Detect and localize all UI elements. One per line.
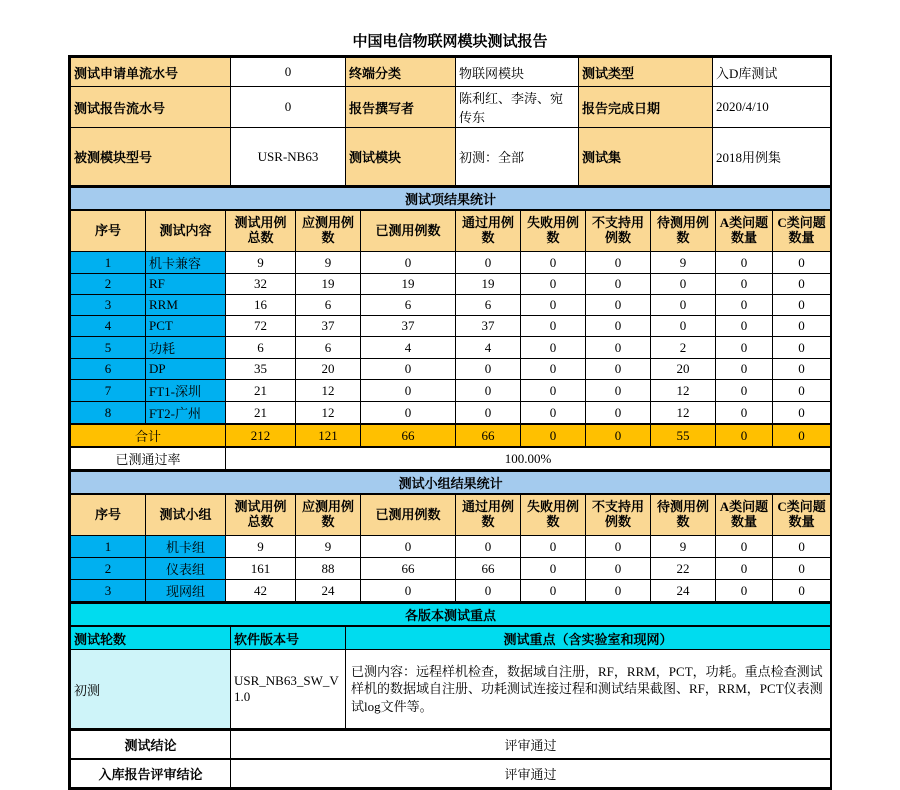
info-label: 被测模块型号 — [71, 128, 231, 186]
value-cell: 0 — [456, 402, 521, 425]
info-value: 0 — [231, 87, 346, 128]
table-row — [71, 580, 831, 602]
value-cell: 0 — [716, 580, 773, 602]
value-cell: 0 — [521, 536, 586, 558]
info-value: 物联网模块 — [456, 58, 579, 87]
value-cell: 12 — [651, 402, 716, 425]
table-row — [71, 295, 831, 316]
value-cell: 0 — [716, 558, 773, 580]
value-cell: 37 — [361, 316, 456, 337]
value-cell: 6 — [296, 295, 361, 316]
table-row — [71, 380, 831, 402]
table-row — [71, 274, 831, 295]
value-cell: 24 — [651, 580, 716, 602]
value-cell: 0 — [361, 380, 456, 402]
value-cell: 0 — [456, 380, 521, 402]
row-label: FT1-深圳 — [146, 380, 226, 402]
value-cell: 0 — [586, 274, 651, 295]
value-cell: 19 — [456, 274, 521, 295]
column-header: C类问题数量 — [773, 210, 831, 252]
info-label: 测试类型 — [579, 58, 713, 87]
db-review-value: 评审通过 — [231, 759, 831, 788]
column-header: 测试用例总数 — [226, 210, 296, 252]
column-header: 不支持用例数 — [586, 210, 651, 252]
value-cell: 0 — [521, 580, 586, 602]
value-cell: 12 — [296, 380, 361, 402]
column-header: 失败用例数 — [521, 494, 586, 536]
column-header: 已测用例数 — [361, 210, 456, 252]
value-cell: 88 — [296, 558, 361, 580]
value-cell: 0 — [456, 252, 521, 274]
value-cell: 0 — [773, 536, 831, 558]
value-cell: 4 — [361, 337, 456, 359]
section-banner — [71, 603, 831, 626]
total-cell: 0 — [773, 424, 831, 447]
value-cell: 6 — [226, 337, 296, 359]
column-header: 软件版本号 — [231, 626, 346, 650]
value-cell: 9 — [296, 252, 361, 274]
value-cell: 0 — [521, 274, 586, 295]
value-cell: 37 — [296, 316, 361, 337]
value-cell: 0 — [773, 580, 831, 602]
info-value: 入D库测试 — [713, 58, 831, 87]
table-row — [71, 252, 831, 274]
info-label: 测试集 — [579, 128, 713, 186]
value-cell: 0 — [586, 580, 651, 602]
value-cell: 0 — [716, 274, 773, 295]
row-label: 现网组 — [146, 580, 226, 602]
focus-table — [70, 602, 831, 729]
value-cell: 0 — [361, 252, 456, 274]
value-cell: 0 — [586, 380, 651, 402]
value-cell: 0 — [586, 558, 651, 580]
column-header: A类问题数量 — [716, 494, 773, 536]
conclusion-value: 评审通过 — [231, 730, 831, 759]
value-cell: 2 — [651, 337, 716, 359]
info-value: 0 — [231, 58, 346, 87]
value-cell: 37 — [456, 316, 521, 337]
value-cell: 0 — [586, 252, 651, 274]
total-cell: 66 — [361, 424, 456, 447]
value-cell: 0 — [456, 536, 521, 558]
value-cell: 6 — [456, 295, 521, 316]
column-header: 失败用例数 — [521, 210, 586, 252]
section-banner — [71, 187, 831, 210]
column-header: 待测用例数 — [651, 210, 716, 252]
section-banner-label: 测试小组结果统计 — [71, 471, 831, 494]
value-cell: 0 — [521, 337, 586, 359]
focus-detail: 已测内容：远程样机检查，数据域自注册，RF，RRM，PCT，功耗。重点检查测试样机的数据域自注册、功耗测试连接过程和测试结果截图、RF，RRM，PCT仪表测试log文件等。 — [346, 650, 831, 729]
total-cell: 66 — [456, 424, 521, 447]
value-cell: 6 — [361, 295, 456, 316]
value-cell: 0 — [586, 359, 651, 380]
column-header: 测试重点（含实验室和现网） — [346, 626, 831, 650]
value-cell: 0 — [361, 580, 456, 602]
value-cell: 16 — [226, 295, 296, 316]
value-cell: 0 — [521, 558, 586, 580]
value-cell: 0 — [521, 380, 586, 402]
table-row — [71, 402, 831, 425]
value-cell: 0 — [773, 558, 831, 580]
total-cell: 0 — [716, 424, 773, 447]
value-cell: 0 — [651, 274, 716, 295]
row-label: DP — [146, 359, 226, 380]
total-row — [71, 424, 831, 447]
value-cell: 0 — [716, 402, 773, 425]
row-number: 1 — [71, 536, 146, 558]
row-label: 功耗 — [146, 337, 226, 359]
column-header: 测试小组 — [146, 494, 226, 536]
value-cell: 0 — [521, 316, 586, 337]
info-label: 测试申请单流水号 — [71, 58, 231, 87]
conclusion-table — [70, 729, 831, 788]
value-cell: 9 — [226, 252, 296, 274]
info-row — [71, 58, 831, 87]
total-cell: 212 — [226, 424, 296, 447]
value-cell: 35 — [226, 359, 296, 380]
row-number: 1 — [71, 252, 146, 274]
value-cell: 21 — [226, 402, 296, 425]
row-label: RF — [146, 274, 226, 295]
value-cell: 0 — [773, 337, 831, 359]
value-cell: 0 — [521, 359, 586, 380]
column-header: 已测用例数 — [361, 494, 456, 536]
info-row — [71, 128, 831, 186]
total-cell: 0 — [586, 424, 651, 447]
value-cell: 0 — [586, 337, 651, 359]
value-cell: 0 — [716, 359, 773, 380]
info-value: 初测：全部 — [456, 128, 579, 186]
column-header: C类问题数量 — [773, 494, 831, 536]
value-cell: 0 — [521, 252, 586, 274]
row-label: 仪表组 — [146, 558, 226, 580]
value-cell: 9 — [651, 536, 716, 558]
value-cell: 9 — [651, 252, 716, 274]
row-number: 2 — [71, 558, 146, 580]
pass-rate-row — [71, 447, 831, 470]
stats-table — [70, 186, 831, 470]
row-number: 3 — [71, 580, 146, 602]
db-review-label: 入库报告评审结论 — [71, 759, 231, 788]
pass-rate-value: 100.00% — [226, 447, 831, 470]
value-cell: 0 — [651, 316, 716, 337]
info-label: 报告完成日期 — [579, 87, 713, 128]
value-cell: 21 — [226, 380, 296, 402]
row-label: 机卡兼容 — [146, 252, 226, 274]
focus-content-row — [71, 650, 831, 729]
conclusion-row — [71, 730, 831, 759]
value-cell: 0 — [456, 359, 521, 380]
section-banner-label: 测试项结果统计 — [71, 187, 831, 210]
value-cell: 6 — [296, 337, 361, 359]
value-cell: 0 — [361, 402, 456, 425]
info-value: 2018用例集 — [713, 128, 831, 186]
groups-table — [70, 470, 831, 602]
row-label: 机卡组 — [146, 536, 226, 558]
info-label: 终端分类 — [346, 58, 456, 87]
column-header: 测试内容 — [146, 210, 226, 252]
row-label: PCT — [146, 316, 226, 337]
column-header: 通过用例数 — [456, 494, 521, 536]
column-header: 测试轮数 — [71, 626, 231, 650]
info-label: 测试报告流水号 — [71, 87, 231, 128]
software-version: USR_NB63_SW_V1.0 — [231, 650, 346, 729]
value-cell: 0 — [586, 316, 651, 337]
value-cell: 0 — [773, 380, 831, 402]
value-cell: 0 — [586, 536, 651, 558]
row-label: RRM — [146, 295, 226, 316]
table-row — [71, 316, 831, 337]
value-cell: 0 — [716, 316, 773, 337]
info-row — [71, 87, 831, 128]
value-cell: 12 — [296, 402, 361, 425]
row-number: 3 — [71, 295, 146, 316]
test-round: 初测 — [71, 650, 231, 729]
column-header: A类问题数量 — [716, 210, 773, 252]
table-row — [71, 558, 831, 580]
value-cell: 72 — [226, 316, 296, 337]
info-grid — [70, 57, 831, 186]
column-header: 应测用例数 — [296, 210, 361, 252]
row-number: 4 — [71, 316, 146, 337]
total-cell: 0 — [521, 424, 586, 447]
value-cell: 0 — [361, 359, 456, 380]
section-banner-label: 各版本测试重点 — [71, 603, 831, 626]
pass-rate-label: 已测通过率 — [71, 447, 226, 470]
value-cell: 0 — [716, 295, 773, 316]
value-cell: 0 — [361, 536, 456, 558]
value-cell: 4 — [456, 337, 521, 359]
value-cell: 0 — [773, 359, 831, 380]
total-cell: 121 — [296, 424, 361, 447]
table-row — [71, 536, 831, 558]
value-cell: 32 — [226, 274, 296, 295]
value-cell: 12 — [651, 380, 716, 402]
value-cell: 0 — [521, 295, 586, 316]
value-cell: 66 — [361, 558, 456, 580]
info-label: 报告撰写者 — [346, 87, 456, 128]
row-number: 2 — [71, 274, 146, 295]
total-label: 合计 — [71, 424, 226, 447]
conclusion-label: 测试结论 — [71, 730, 231, 759]
info-value: 2020/4/10 — [713, 87, 831, 128]
column-header: 测试用例总数 — [226, 494, 296, 536]
value-cell: 20 — [296, 359, 361, 380]
value-cell: 0 — [456, 580, 521, 602]
value-cell: 24 — [296, 580, 361, 602]
column-header: 序号 — [71, 210, 146, 252]
column-header: 不支持用例数 — [586, 494, 651, 536]
table-row — [71, 337, 831, 359]
column-header: 应测用例数 — [296, 494, 361, 536]
info-label: 测试模块 — [346, 128, 456, 186]
value-cell: 9 — [296, 536, 361, 558]
row-label: FT2-广州 — [146, 402, 226, 425]
value-cell: 0 — [773, 316, 831, 337]
stats-header-row — [71, 210, 831, 252]
table-row — [71, 359, 831, 380]
value-cell: 0 — [716, 536, 773, 558]
row-number: 6 — [71, 359, 146, 380]
column-header: 通过用例数 — [456, 210, 521, 252]
value-cell: 0 — [773, 274, 831, 295]
report-table — [68, 55, 832, 790]
db-review-row — [71, 759, 831, 788]
value-cell: 161 — [226, 558, 296, 580]
value-cell: 20 — [651, 359, 716, 380]
value-cell: 9 — [226, 536, 296, 558]
value-cell: 66 — [456, 558, 521, 580]
row-number: 7 — [71, 380, 146, 402]
column-header: 待测用例数 — [651, 494, 716, 536]
value-cell: 0 — [716, 337, 773, 359]
value-cell: 0 — [773, 402, 831, 425]
value-cell: 0 — [716, 252, 773, 274]
row-number: 5 — [71, 337, 146, 359]
value-cell: 19 — [296, 274, 361, 295]
value-cell: 0 — [773, 295, 831, 316]
focus-header-row — [71, 626, 831, 650]
section-banner — [71, 471, 831, 494]
value-cell: 0 — [586, 295, 651, 316]
info-value: USR-NB63 — [231, 128, 346, 186]
value-cell: 0 — [716, 380, 773, 402]
value-cell: 42 — [226, 580, 296, 602]
value-cell: 0 — [521, 402, 586, 425]
value-cell: 0 — [651, 295, 716, 316]
info-value: 陈利红、李涛、宛传东 — [456, 87, 579, 128]
row-number: 8 — [71, 402, 146, 425]
total-cell: 55 — [651, 424, 716, 447]
value-cell: 19 — [361, 274, 456, 295]
value-cell: 0 — [773, 252, 831, 274]
value-cell: 0 — [586, 402, 651, 425]
groups-header-row — [71, 494, 831, 536]
value-cell: 22 — [651, 558, 716, 580]
column-header: 序号 — [71, 494, 146, 536]
page-title: 中国电信物联网模块测试报告 — [352, 34, 548, 50]
